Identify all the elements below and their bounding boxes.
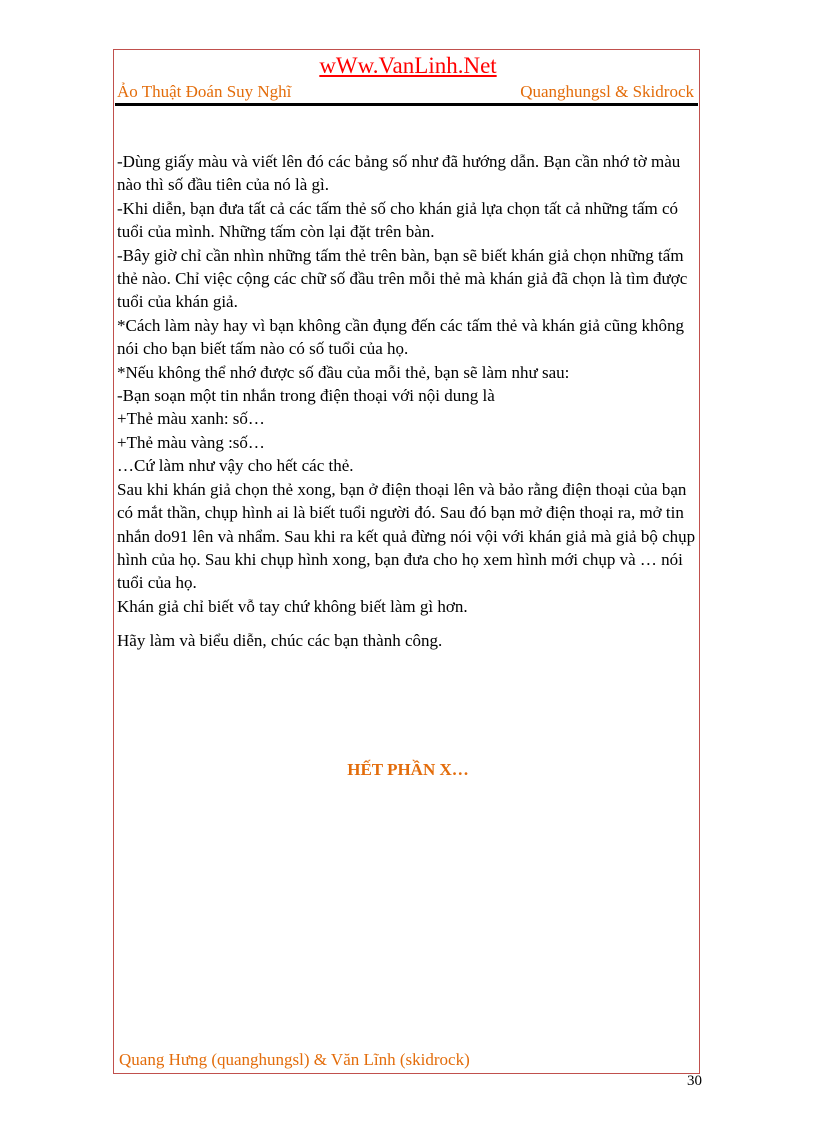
header-divider: [115, 103, 698, 106]
paragraph: -Dùng giấy màu và viết lên đó các bảng số như đã hướng dẫn. Bạn cần nhớ tờ màu nào thì số đầu tiên của nó là gì.: [117, 152, 681, 195]
paragraph: *Nếu không thể nhớ được số đầu của mỗi thẻ, bạn sẽ làm như sau:: [117, 362, 570, 382]
page-number: 30: [687, 1073, 702, 1089]
paragraph: Khán giả chỉ biết vỗ tay chứ không biết làm gì hơn.: [117, 596, 468, 616]
header-title: Ảo Thuật Đoán Suy Nghĩ: [117, 82, 292, 101]
section-end-heading: HẾT PHẦN X…: [347, 760, 469, 779]
paragraph: +Thẻ màu vàng :số…: [117, 432, 265, 452]
paragraph: *Cách làm này hay vì bạn không cần đụng đến các tấm thẻ và khán giả cũng không nói cho bạn biết tấm nào có số tuổi của họ.: [117, 315, 684, 359]
paragraph: …Cứ làm như vậy cho hết các thẻ.: [117, 456, 354, 476]
closing-line: Hãy làm và biểu diễn, chúc các bạn thành công.: [117, 631, 443, 650]
body-text: [117, 150, 697, 618]
paragraph: -Bây giờ chỉ cần nhìn những tấm thẻ trên bàn, bạn sẽ biết khán giả chọn những tấm thẻ nào. Chỉ việc cộng các chữ số đầu trên mỗi thẻ mà khán giả đã chọn là tìm được tuổi của khán giả.: [117, 245, 688, 312]
footer-credits: Quang Hưng (quanghungsl) & Văn Lĩnh (skidrock): [119, 1050, 470, 1069]
paragraph: -Khi diễn, bạn đưa tất cả các tấm thẻ số cho khán giả lựa chọn tất cả những tấm có tuổi của mình. Những tấm còn lại đặt trên bàn.: [117, 198, 679, 242]
paragraph: -Bạn soạn một tin nhắn trong điện thoại với nội dung là: [117, 386, 495, 406]
paragraph: Sau khi khán giả chọn thẻ xong, bạn ở điện thoại lên và bảo rằng điện thoại của bạn có mắt thần, chụp hình ai là biết tuổi người đó. Sau đó bạn mở điện thoại ra, mở tin nhắn do91 lên và nhẩm. Sau khi ra kết quả đừng nói vội với khán giả mà giả bộ chụp hình của họ. Sau khi chụp hình xong, bạn đưa cho họ xem hình mới chụp và … nói tuổi của họ.: [117, 479, 696, 593]
page-header: [117, 82, 694, 104]
paragraph: +Thẻ màu xanh: số…: [117, 409, 265, 429]
header-authors: Quanghungsl & Skidrock: [520, 82, 694, 101]
site-link[interactable]: wWw.VanLinh.Net: [319, 53, 497, 78]
